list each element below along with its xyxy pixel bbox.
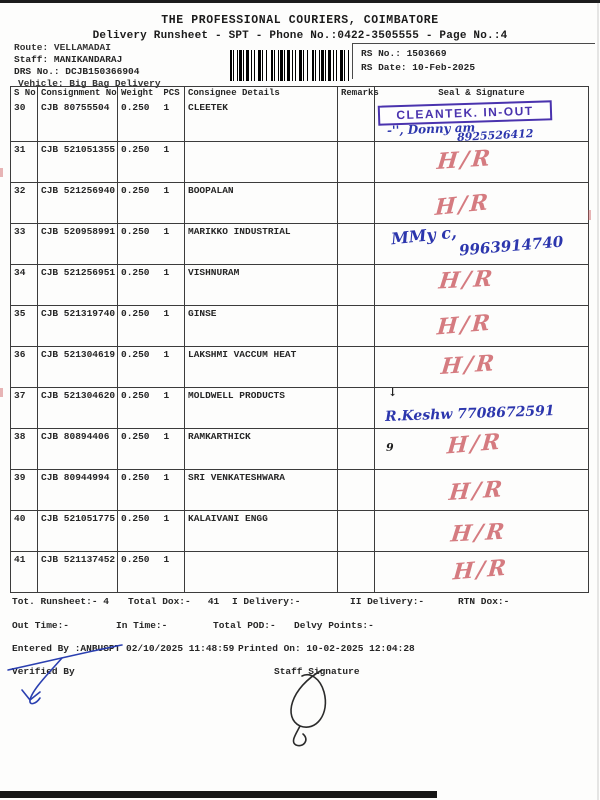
cell-remarks <box>338 388 375 428</box>
cell-pcs: 1 <box>163 102 170 113</box>
receiver-signature: MMy c, <box>390 222 458 249</box>
table-row <box>11 428 588 469</box>
cell-consignment-no: CJB 80894406 <box>38 429 118 469</box>
col-header-consignee: Consignee Details <box>185 87 338 100</box>
hr-handwritten-mark: H/R <box>439 349 499 381</box>
cell-s-no: 41 <box>11 552 38 592</box>
cell-remarks <box>338 265 375 305</box>
runsheet-table <box>10 86 589 593</box>
cell-weight: 0.250 <box>121 267 150 278</box>
cell-consignment-no: CJB 521137452 <box>38 552 118 592</box>
delvy-points: Delvy Points:- <box>294 620 374 631</box>
scan-artifact <box>0 388 3 397</box>
receiver-phone: 8925526412 <box>456 127 534 144</box>
company-title: THE PROFESSIONAL COURIERS, COIMBATORE <box>161 14 439 27</box>
cell-weight-pcs <box>118 306 185 346</box>
cell-pcs: 1 <box>163 226 170 237</box>
cell-pcs: 1 <box>163 144 170 155</box>
cell-weight-pcs <box>118 224 185 264</box>
cell-consignee: KALAIVANI ENGG <box>185 511 338 551</box>
cell-remarks <box>338 429 375 469</box>
hr-handwritten-mark: H/R <box>435 309 495 341</box>
hr-handwritten-mark: H/R <box>437 265 497 295</box>
i-delivery: I Delivery:- <box>232 596 301 607</box>
col-header-weight-pcs <box>118 87 185 100</box>
cell-s-no: 40 <box>11 511 38 551</box>
cell-remarks <box>338 306 375 346</box>
cell-consignee: LAKSHMI VACCUM HEAT <box>185 347 338 387</box>
cell-s-no: 37 <box>11 388 38 428</box>
out-time: Out Time:- <box>12 620 70 631</box>
cell-s-no: 33 <box>11 224 38 264</box>
cell-consignment-no: CJB 521304619 <box>38 347 118 387</box>
col-header-weight: Weight <box>121 88 154 98</box>
cell-pcs: 1 <box>163 554 170 565</box>
drs-no-line: DRS No.: DCJB150366904 <box>14 66 140 77</box>
cell-consignment-no: CJB 520958991 <box>38 224 118 264</box>
col-header-consignment: Consignment No <box>38 87 118 100</box>
cell-weight-pcs <box>118 511 185 551</box>
scan-edge-right <box>597 0 599 800</box>
hr-handwritten-mark: H/R <box>445 428 505 460</box>
scan-artifact <box>0 168 3 177</box>
cell-seal-signature <box>375 265 588 305</box>
cell-consignment-no: CJB 521319740 <box>38 306 118 346</box>
printed-on: Printed On: 10-02-2025 12:04:28 <box>238 643 415 654</box>
staff-signature-label: Staff Signature <box>274 666 360 677</box>
cell-weight-pcs <box>118 470 185 510</box>
table-header-row <box>11 87 588 100</box>
cell-weight: 0.250 <box>121 513 150 524</box>
cell-consignment-no: CJB 521256940 <box>38 183 118 223</box>
table-row <box>11 182 588 223</box>
table-row <box>11 469 588 510</box>
cell-s-no: 39 <box>11 470 38 510</box>
hr-handwritten-mark: H/R <box>435 144 495 176</box>
entered-by: Entered By :ANBUSPT 02/10/2025 11:48:59 <box>12 643 235 654</box>
ii-delivery: II Delivery:- <box>350 596 425 607</box>
cell-consignment-no: CJB 521256951 <box>38 265 118 305</box>
cell-consignee <box>185 142 338 182</box>
cell-weight-pcs <box>118 100 185 141</box>
cell-pcs: 1 <box>163 267 170 278</box>
receiver-phone: 9963914740 <box>458 232 564 260</box>
total-dox: Total Dox:- 41 <box>128 596 220 607</box>
cell-remarks <box>338 142 375 182</box>
staff-line: Staff: MANIKANDARAJ <box>14 54 123 65</box>
cell-weight-pcs <box>118 265 185 305</box>
hr-handwritten-mark: H/R <box>451 554 511 586</box>
table-row <box>11 223 588 264</box>
cell-s-no: 35 <box>11 306 38 346</box>
cell-seal-signature <box>375 224 588 264</box>
cleantek-stamp: CLEANTEK. IN-OUT <box>378 100 553 125</box>
table-row <box>11 387 588 428</box>
rs-no-line: RS No.: 1503669 <box>361 48 447 59</box>
cell-pcs: 1 <box>163 349 170 360</box>
cell-pcs: 1 <box>163 513 170 524</box>
cell-seal-signature <box>375 183 588 223</box>
cell-pcs: 1 <box>163 185 170 196</box>
rtn-dox: RTN Dox:- <box>458 596 510 607</box>
cell-consignment-no: CJB 521051355 <box>38 142 118 182</box>
cell-weight: 0.250 <box>121 431 150 442</box>
cell-seal-signature <box>375 511 588 551</box>
receiver-signature: -'', Donny am <box>386 120 476 138</box>
scan-artifact <box>588 210 591 220</box>
table-row <box>11 100 588 144</box>
table-body <box>11 100 588 592</box>
cell-remarks <box>338 552 375 592</box>
cell-weight: 0.250 <box>121 349 150 360</box>
cell-consignee: MOLDWELL PRODUCTS <box>185 388 338 428</box>
cell-seal-signature <box>375 388 588 428</box>
total-pod: Total POD:- <box>213 620 276 631</box>
route-line: Route: VELLAMADAI <box>14 42 111 53</box>
receiver-signature-phone: R.Keshw 7708672591 <box>384 403 555 425</box>
in-time: In Time:- <box>116 620 168 631</box>
cell-pcs: 1 <box>163 472 170 483</box>
cell-consignee: RAMKARTHICK <box>185 429 338 469</box>
cell-weight: 0.250 <box>121 102 150 113</box>
cell-weight: 0.250 <box>121 390 150 401</box>
cell-pcs: 1 <box>163 431 170 442</box>
col-header-remarks: Remarks <box>338 87 375 100</box>
cell-weight-pcs <box>118 142 185 182</box>
cell-consignee: SRI VENKATESHWARA <box>185 470 338 510</box>
cell-remarks <box>338 470 375 510</box>
cell-weight-pcs <box>118 429 185 469</box>
cell-s-no: 30 <box>11 100 38 141</box>
cell-weight: 0.250 <box>121 226 150 237</box>
cell-remarks <box>338 224 375 264</box>
cell-consignment-no: CJB 80944994 <box>38 470 118 510</box>
cell-seal-signature <box>375 142 588 182</box>
cell-pcs: 1 <box>163 390 170 401</box>
ink-mark: ↓ <box>388 386 398 399</box>
staff-signature-scribble <box>291 670 325 746</box>
table-row <box>11 551 588 592</box>
cell-seal-signature <box>375 470 588 510</box>
cell-weight: 0.250 <box>121 144 150 155</box>
cell-weight: 0.250 <box>121 472 150 483</box>
cell-s-no: 38 <box>11 429 38 469</box>
verified-by-label: Verified By <box>12 666 75 677</box>
cell-consignment-no: CJB 521051775 <box>38 511 118 551</box>
cell-weight: 0.250 <box>121 185 150 196</box>
hr-handwritten-mark: H/R <box>447 475 507 507</box>
cell-remarks <box>338 511 375 551</box>
cell-weight-pcs <box>118 183 185 223</box>
table-row <box>11 305 588 346</box>
cell-weight-pcs <box>118 388 185 428</box>
cell-s-no: 31 <box>11 142 38 182</box>
cell-s-no: 34 <box>11 265 38 305</box>
cell-consignee: BOOPALAN <box>185 183 338 223</box>
col-header-s-no: S No <box>11 87 38 100</box>
col-header-seal-signature: Seal & Signature <box>438 88 525 98</box>
cell-consignment-no: CJB 80755504 <box>38 100 118 141</box>
cell-weight: 0.250 <box>121 554 150 565</box>
cell-consignee: GINSE <box>185 306 338 346</box>
table-row <box>11 264 588 305</box>
hr-handwritten-mark: H/R <box>434 188 492 222</box>
barcode-icon <box>230 50 353 81</box>
cell-pcs: 1 <box>163 308 170 319</box>
vehicle-line: Vehicle: Big Bag Delivery <box>18 78 161 89</box>
cell-seal-signature <box>375 100 588 144</box>
cell-weight-pcs <box>118 347 185 387</box>
cell-weight-pcs <box>118 552 185 592</box>
cell-consignee: VISHNURAM <box>185 265 338 305</box>
scan-edge-bottom <box>0 791 437 798</box>
cell-consignee: MARIKKO INDUSTRIAL <box>185 224 338 264</box>
cell-consignee <box>185 552 338 592</box>
scan-edge-top <box>0 0 600 3</box>
rs-info-box <box>352 43 595 79</box>
ink-mark: 9 <box>386 441 394 454</box>
table-row <box>11 346 588 387</box>
cell-seal-signature <box>375 347 588 387</box>
cell-s-no: 36 <box>11 347 38 387</box>
cell-consignee: CLEETEK <box>185 100 338 141</box>
cell-s-no: 32 <box>11 183 38 223</box>
runsheet-subtitle: Delivery Runsheet - SPT - Phone No.:0422-3505555 - Page No.:4 <box>92 30 508 42</box>
col-header-pcs: PCS <box>163 88 180 98</box>
table-row <box>11 141 588 182</box>
total-runsheet: Tot. Runsheet:- 4 <box>12 596 109 607</box>
rs-date-line: RS Date: 10-Feb-2025 <box>361 62 476 73</box>
table-row <box>11 510 588 551</box>
cell-consignment-no: CJB 521304620 <box>38 388 118 428</box>
cell-remarks <box>338 347 375 387</box>
hr-handwritten-mark: H/R <box>449 518 509 548</box>
cell-remarks <box>338 100 375 141</box>
cell-seal-signature <box>375 429 588 469</box>
cell-seal-signature <box>375 552 588 592</box>
cell-weight: 0.250 <box>121 308 150 319</box>
cell-seal-signature <box>375 306 588 346</box>
cell-remarks <box>338 183 375 223</box>
